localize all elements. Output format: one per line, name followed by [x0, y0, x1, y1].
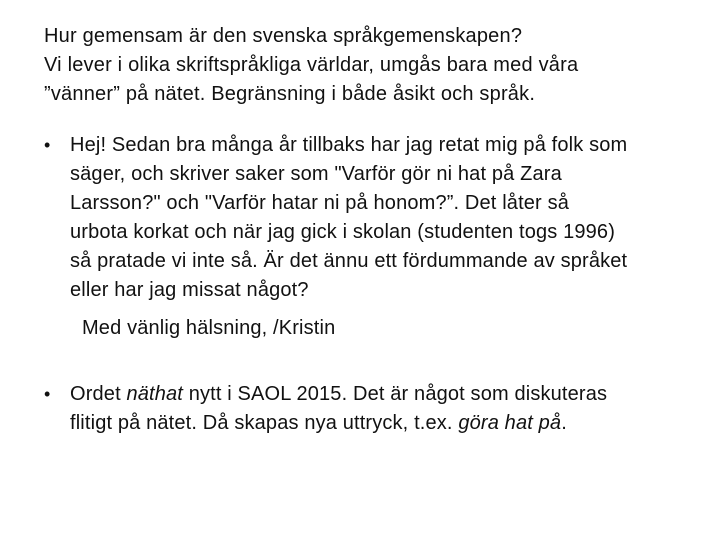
italic-term: näthat: [126, 383, 183, 405]
heading-line: ”vänner” på nätet. Begränsning i både åsikt och språk.: [44, 83, 536, 105]
heading-line: Hur gemensam är den svenska språkgemenskapen?: [44, 25, 523, 47]
italic-phrase: göra hat på: [458, 412, 562, 434]
bullet-marker: •: [44, 135, 51, 155]
bullet-line: säger, och skriver saker som "Varför gör ni hat på Zara: [70, 163, 562, 185]
bullet-reader-question: [44, 131, 704, 343]
bullet-body: [70, 131, 704, 343]
bullet-line: eller har jag missat något?: [70, 279, 309, 301]
text-run: flitigt på nätet. Då skapas nya uttryck, t.ex.: [70, 412, 459, 434]
bullet-body: [70, 380, 704, 438]
bullet-marker: •: [44, 384, 51, 404]
bullet-line: Larsson?" och "Varför hatar ni på honom?”. Det låter så: [70, 192, 570, 214]
bullet-line: Hej! Sedan bra många år tillbaks har jag retat mig på folk som: [70, 134, 628, 156]
signature: Med vänlig hälsning, /Kristin: [82, 317, 336, 339]
text-run: nytt i SAOL 2015. Det är något som diskuteras: [183, 383, 608, 405]
bullet-line: [70, 380, 704, 409]
bullet-line: [70, 409, 704, 438]
text-run: .: [561, 412, 567, 434]
heading-line: Vi lever i olika skriftspråkliga världar, umgås bara med våra: [44, 54, 579, 76]
slide-heading: [44, 22, 684, 109]
bullet-line: så pratade vi inte så. Är det ännu ett fördummande av språket: [70, 250, 628, 272]
text-run: Ordet: [70, 383, 127, 405]
bullet-saol-note: [44, 380, 704, 438]
bullet-line: urbota korkat och när jag gick i skolan (studenten togs 1996): [70, 221, 616, 243]
